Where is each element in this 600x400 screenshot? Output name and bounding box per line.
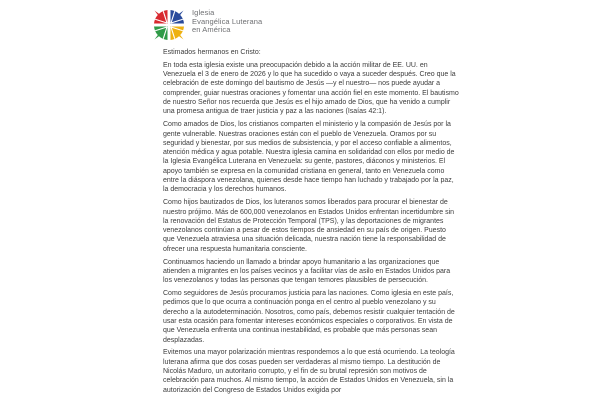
elca-logo-icon bbox=[152, 8, 186, 42]
letter-paragraph: Continuamos haciendo un llamado a brindar apoyo humanitario a las organizaciones que atienden a migrantes en los países vecinos y a facilitar vías de asilo en Estados Unidos para los venezolanos y todas las personas que tengan temores plausibles de persecución. bbox=[163, 258, 451, 285]
letter-body bbox=[163, 48, 459, 399]
letter-paragraph: Evitemos una mayor polarización mientras respondemos a lo que está ocurriendo. La teología luterana afirma que dos cosas pueden ser verdaderas al mismo tiempo. La destitución de Nicolás Maduro, un autoritario corrupto, y el fin de su brutal represión son motivos de celebración para muchos. Al mismo tiempo, la acción de Estados Unidos en Venezuela, sin la autorización del Congreso de Estados Unidos exigida por bbox=[163, 349, 455, 394]
org-name-line3: en América bbox=[192, 25, 231, 35]
org-name-line2: Evangélica Luterana bbox=[192, 16, 263, 26]
letterhead bbox=[152, 8, 262, 42]
org-name bbox=[192, 9, 262, 35]
org-name-line1: Iglesia bbox=[192, 8, 215, 17]
letter-paragraph: Como seguidores de Jesús procuramos justicia para las naciones. Como iglesia en este país, pedimos que lo que ocurra a continuación ponga en el centro al pueblo venezolano y su derecho a la autodeterminación. Nosotros, como país, debemos resistir cualquier tentación de usar esta ocasión para fomentar intereses económicos especiales o corporativos. En vista de que Venezuela enfrenta una continua inestabilidad, es probable que más personas sean desplazadas. bbox=[163, 290, 455, 344]
salutation: Estimados hermanos en Cristo: bbox=[163, 49, 261, 56]
letter-paragraph: En toda esta iglesia existe una preocupación debido a la acción militar de EE. UU. en Venezuela el 3 de enero de 2026 y lo que ha sucedido o vaya a suceder después. Creo que la celebración de este domingo del bautismo de Jesús —y el nuestro— nos puede ayudar a comprender, guiar nuestras oraciones y fomentar una acción fiel en este momento. El bautismo de nuestro Señor nos recuerda que Jesús es el hijo amado de Dios, que ha venido a cumplir una promesa antigua de traer justicia y paz a las naciones (Isaías 42:1). bbox=[163, 61, 459, 116]
letter-paragraph: Como hijos bautizados de Dios, los luteranos somos liberados para procurar el bienestar de nuestro prójimo. Más de 600,000 venezolanos en Estados Unidos enfrentan incertidumbre sin la renovación del Estatus de Protección Temporal (TPS), y las deportaciones de migrantes venezolanos continúan a pesar de estos tiempos de ansiedad en su país de origen. Puesto que Venezuela atraviesa una situación delicada, nuestra nación tiene la responsabilidad de ofrecer una respuesta humanitaria consciente. bbox=[163, 199, 455, 253]
letter-paragraph: Como amados de Dios, los cristianos comparten el ministerio y la compasión de Jesús por la gente vulnerable. Nuestras oraciones están con el pueblo de Venezuela. Oramos por su seguridad y bienestar, por sus medios de subsistencia, y por el acceso confiable a alimentos, atención médica y agua potable. Nuestra iglesia camina en solidaridad con ellos por medio de la Iglesia Evangélica Luterana en Venezuela: su gente, pastores, diáconos y ministerios. El apoyo también se expresa en la comunidad cristiana en general, tanto en Venezuela como entre la diáspora venezolana, quienes desde hace tiempo han luchado y trabajado por la paz, la democracia y los derechos humanos. bbox=[163, 121, 455, 194]
